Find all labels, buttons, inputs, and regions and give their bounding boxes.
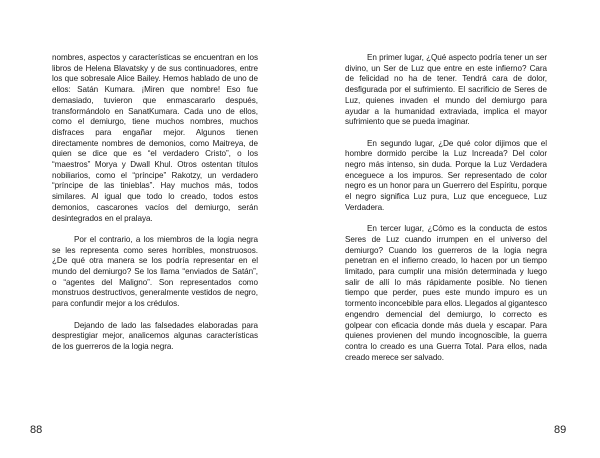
page-number: 88 [30,424,43,436]
right-page [300,0,600,458]
page-number: 89 [554,424,567,436]
paragraph: En primer lugar, ¿Qué aspecto podría tener un ser divino, un Ser de Luz que entre en este infierno? Cara de felicidad no ha de tener. Tendrá cara de dolor, desfigurada por el sufrimiento. El sacrificio de Seres de Luz, quienes invaden el mundo del demiurgo para ayudar a la humanidad extraviada, implica el mayor sufrimiento que se pueda imaginar. [345,53,547,127]
paragraph: nombres, aspectos y características se encuentran en los libros de Helena Blavatsky y de sus continuadores, entre los que sobresale Alice Bailey. Hemos hablado de uno de ellos: Satán Kumara. ¡Miren que nombre! Eso fue demasiado, tuvieron que enmascararlo después, transformándolo en SanatKumara. Cada uno de ellos, como el demiurgo, tiene muchos nombres, muchos disfraces para engañar mejor. Algunos tienen directamente nombres de demonios, como Maitreya, de quien se dice que es “el verdadero Cristo”, o los “maestros” Morya y Dwall Khul. Otros ostentan títulos nobiliarios, como el “príncipe” Rakotzy, un verdadero “príncipe de las tinieblas”. Hay muchos más, todos similares. Al igual que todo lo creado, todos estos demonios, cascarones vacíos del demiurgo, serán desintegrados en el pralaya. [52,53,258,223]
paragraph: En segundo lugar, ¿De qué color dijimos que el hombre dormido percibe la Luz Increada? Del color negro más intenso, sin duda. Porque la Luz Verdadera enceguece a los impuros. Ser representado de color negro es un honor para un Guerrero del Espíritu, porque el negro significa Luz pura, Luz que enceguece, Luz Verdadera. [345,138,547,212]
paragraph: Dejando de lado las falsedades elaboradas para desprestigiar mejor, analicemos algunas características de los guerreros de la logia negra. [52,320,258,351]
right-text-column [345,53,547,374]
left-text-column [52,53,258,363]
paragraph: En tercer lugar, ¿Cómo es la conducta de estos Seres de Luz cuando irrumpen en el universo del demiurgo? Cuando los guerreros de la logia negra penetran en el infierno creado, lo hacen por un tiempo limitado, para cumplir una misión determinada y luego salir de allí lo más rápidamente posible. No tienen tiempo que perder, pues este mundo impuro es un tormento inconcebible para ellos. Llegados al gigantesco engendro demencial del demiurgo, lo correcto es golpear con eficacia donde más duela y escapar. Para quienes provienen del mundo incognoscible, la guerra contra lo creado es una Guerra Total. Para ellos, nada creado merece ser salvado. [345,224,547,362]
paragraph: Por el contrario, a los miembros de la logia negra se les representa como seres horribles, monstruosos. ¿De qué otra manera se los podría representar en el mundo del demiurgo? Se los llama “enviados de Satán”, o “agentes del Maligno”. Son representados como monstruos destructivos, generalmente vestidos de negro, para confundir mejor a los crédulos. [52,234,258,309]
